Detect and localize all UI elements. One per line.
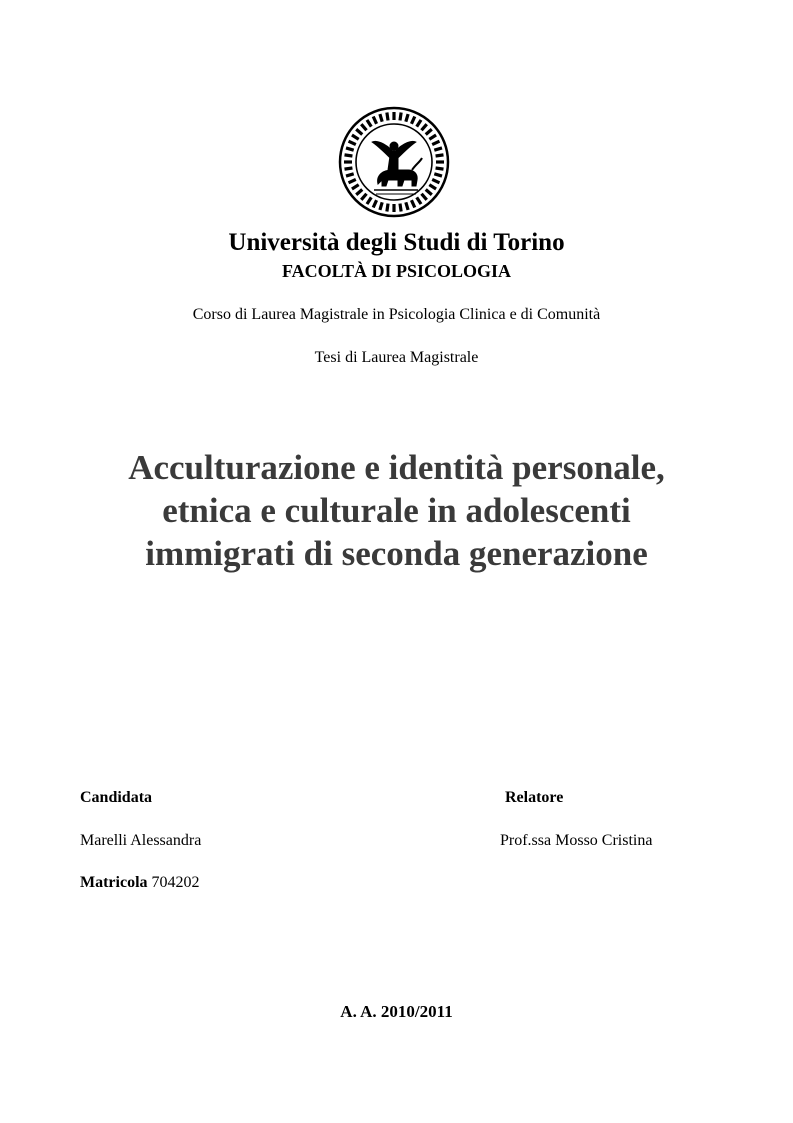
seal-letter-mark (372, 116, 378, 125)
seal-letter-mark (385, 203, 389, 211)
seal-letter-mark (435, 166, 443, 170)
seal-letter-mark (404, 202, 409, 211)
seal-letter-mark (355, 188, 363, 196)
advisor-name: Prof.ssa Mosso Cristina (500, 832, 653, 849)
seal-letter-mark (385, 112, 389, 120)
seal-letter-mark (398, 112, 402, 120)
student-id-value: 704202 (151, 874, 200, 891)
seal-letter-mark (420, 123, 428, 131)
seal-letter-mark (428, 183, 436, 190)
academic-year: A. A. 2010/2011 (340, 1002, 453, 1021)
seal-letter-mark (355, 128, 363, 136)
seal-letter-mark (351, 134, 359, 141)
seal-letter-mark (360, 193, 368, 201)
seal-letter-mark (378, 202, 383, 211)
seal-letter-mark (410, 200, 416, 209)
seal-letter-mark (344, 166, 352, 170)
seal-letter-mark (392, 204, 395, 212)
university-name: Università degli Studi di Torino (228, 229, 565, 256)
candidate-label: Candidata (80, 789, 153, 806)
seal-letter-mark (366, 196, 373, 204)
seal-letter-mark (344, 160, 352, 163)
seal-letter-mark (348, 178, 357, 184)
seal-letter-mark (432, 178, 441, 184)
seal-letter-mark (420, 193, 428, 201)
seal-letter-mark (436, 160, 444, 163)
thesis-title-line: immigrati di seconda generazione (145, 534, 648, 573)
seal-letter-mark (432, 140, 441, 146)
seal-letter-mark (398, 203, 402, 211)
seal-letter-mark (425, 128, 433, 136)
thesis-title-line: etnica e culturale in adolescenti (162, 491, 631, 530)
advisor-label: Relatore (505, 789, 564, 806)
seal-letter-mark (348, 140, 357, 146)
faculty-name: FACOLTÀ DI PSICOLOGIA (281, 261, 512, 281)
seal-letter-mark (435, 153, 443, 157)
candidate-name: Marelli Alessandra (80, 832, 202, 849)
seal-letter-mark (428, 134, 436, 141)
seal-letter-mark (344, 153, 352, 157)
seal-letter-mark (434, 146, 443, 151)
university-seal-icon (338, 106, 450, 218)
seal-letter-mark (404, 114, 409, 123)
seal-letter-mark (372, 200, 378, 209)
seal-letter-mark (415, 119, 422, 127)
seal-letter-mark (351, 183, 359, 190)
thesis-title (0, 446, 793, 575)
course-name: Corso di Laurea Magistrale in Psicologia Clinica e di Comunità (192, 306, 601, 323)
seal-letter-mark (346, 172, 355, 177)
seal-letter-mark (415, 196, 422, 204)
seal-letter-mark (434, 172, 443, 177)
seal-letter-mark (360, 123, 368, 131)
seal-letter-mark (366, 119, 373, 127)
student-id (80, 873, 200, 893)
student-id-label: Matricola (80, 874, 148, 891)
seal-letter-mark (346, 146, 355, 151)
thesis-title-line: Acculturazione e identità personale, (128, 448, 665, 487)
thesis-type: Tesi di Laurea Magistrale (314, 349, 479, 366)
seal-letter-mark (392, 112, 395, 120)
seal-letter-mark (410, 116, 416, 125)
seal-letter-mark (425, 188, 433, 196)
seal-letter-mark (378, 114, 383, 123)
